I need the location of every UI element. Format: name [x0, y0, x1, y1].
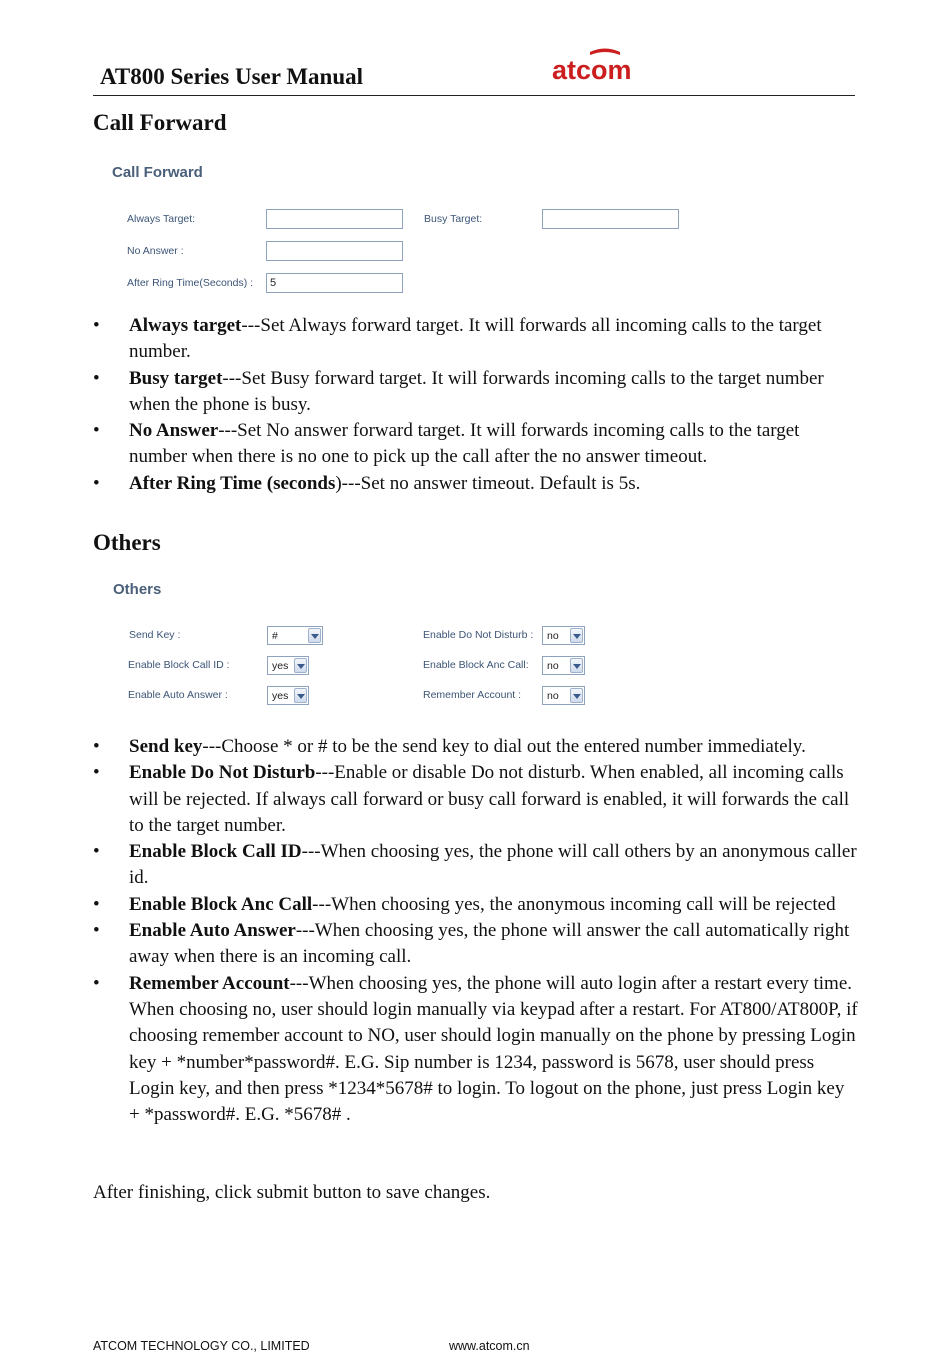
bullet-icon: •: [93, 315, 100, 336]
auto-answer-value: yes: [272, 690, 289, 702]
footer-website: www.atcom.cn: [449, 1339, 530, 1353]
auto-answer-select[interactable]: [267, 686, 309, 705]
list-item: [93, 918, 858, 971]
chevron-down-icon[interactable]: [570, 658, 583, 673]
block-anc-call-select[interactable]: [542, 656, 585, 675]
bullet-term: Enable Auto Answer: [129, 920, 296, 942]
list-item: [93, 971, 858, 1129]
chevron-down-icon[interactable]: [570, 688, 583, 703]
bullet-term: Remember Account: [129, 972, 290, 994]
header-divider: [93, 95, 855, 96]
others-bullet-list: [93, 734, 858, 1128]
bullet-term: Always target: [129, 315, 242, 336]
call-forward-heading: Call Forward: [93, 110, 227, 135]
remember-account-select[interactable]: [542, 686, 585, 705]
chevron-down-icon[interactable]: [294, 688, 307, 703]
bullet-text: ---Choose * or # to be the send key to dial out the entered number immediately.: [202, 736, 806, 757]
footer-company: ATCOM TECHNOLOGY CO., LIMITED: [93, 1339, 310, 1353]
bullet-term: Busy target: [129, 367, 223, 389]
bullet-text: ---Set No answer forward target. It will forwards incoming calls to the target number when there is no one to pick up the call after the no answer timeout.: [129, 420, 800, 468]
bullet-text: ---Set Busy forward target. It will forwards incoming calls to the target number when the phone is busy.: [129, 367, 824, 415]
call-forward-screenshot: [110, 160, 710, 300]
list-item: [93, 313, 858, 366]
list-item: [93, 892, 858, 918]
list-item: [93, 418, 858, 471]
do-not-disturb-value: no: [547, 630, 559, 642]
call-forward-bullet-list: [93, 313, 858, 497]
after-ring-time-label: After Ring Time(Seconds) :: [127, 277, 254, 289]
bullet-icon: •: [93, 472, 100, 494]
bullet-term: Enable Do Not Disturb: [129, 762, 316, 784]
block-anc-call-value: no: [547, 660, 559, 672]
always-target-label: Always Target:: [127, 213, 196, 225]
always-target-input[interactable]: [266, 209, 403, 229]
list-item: [93, 839, 858, 892]
bullet-text: ---When choosing yes, the phone will auto login after a restart every time. When choosing no, user should login manually via keypad after a restart. For AT800/AT800P, if choosing remember account to NO, user should login manually on the phone by pressing Login key + *number*password#. E.G. Sip number is 1234, password is 5678, user should press Login key, and then press *1234*5678# to login. To logout on the phone, just press Login key + *password#. E.G. *5678# .: [129, 972, 858, 1126]
block-anc-call-label: Enable Block Anc Call:: [423, 659, 529, 671]
document-title: AT800 Series User Manual: [100, 64, 363, 89]
bullet-term: After Ring Time (seconds: [129, 472, 336, 494]
send-key-value: #: [272, 630, 278, 642]
auto-answer-label: Enable Auto Answer :: [128, 689, 228, 701]
list-item: [93, 734, 858, 760]
block-call-id-value: yes: [272, 660, 289, 672]
bullet-icon: •: [93, 420, 100, 442]
list-item: [93, 366, 858, 419]
atcom-logo: [550, 46, 660, 86]
list-item: [93, 760, 858, 839]
bullet-text: ---When choosing yes, the anonymous incoming call will be rejected: [312, 893, 836, 915]
bullet-icon: •: [93, 841, 100, 863]
others-panel-title: Others: [113, 581, 162, 598]
send-key-select[interactable]: [267, 626, 323, 645]
bullet-text: ---When choosing yes, the phone will answer the call automatically right away when there is an incoming call.: [129, 920, 850, 968]
block-call-id-select[interactable]: [267, 656, 309, 675]
no-answer-input[interactable]: [266, 241, 403, 261]
busy-target-input[interactable]: [542, 209, 679, 229]
bullet-icon: •: [93, 762, 100, 784]
bullet-text: ---Enable or disable Do not disturb. When enabled, all incoming calls will be rejected. If always call forward or busy call forward is enabled, it will forwards the call to the target number.: [129, 762, 850, 836]
bullet-text: ---When choosing yes, the phone will call others by an anonymous caller id.: [129, 841, 857, 889]
bullet-term: No Answer: [129, 420, 219, 442]
bullet-text: ---Set Always forward target. It will forwards all incoming calls to the target number.: [129, 315, 822, 363]
remember-account-label: Remember Account :: [423, 689, 522, 701]
bullet-icon: •: [93, 893, 100, 915]
bullet-term: Send key: [129, 736, 203, 757]
bullet-icon: •: [93, 736, 100, 757]
send-key-label: Send Key :: [129, 629, 181, 641]
busy-target-label: Busy Target:: [424, 213, 483, 225]
bullet-icon: •: [93, 367, 100, 389]
remember-account-value: no: [547, 690, 559, 702]
block-call-id-label: Enable Block Call ID :: [128, 659, 230, 671]
bullet-icon: •: [93, 972, 100, 994]
bullet-icon: •: [93, 920, 100, 942]
bullet-term: Enable Block Call ID: [129, 841, 302, 863]
chevron-down-icon[interactable]: [308, 628, 321, 643]
do-not-disturb-select[interactable]: [542, 626, 585, 645]
bullet-term: Enable Block Anc Call: [129, 893, 313, 915]
closing-note: After finishing, click submit button to save changes.: [93, 1182, 491, 1203]
after-ring-time-input[interactable]: [266, 273, 403, 293]
others-screenshot: [110, 578, 710, 710]
logo-text: atcom: [552, 55, 632, 85]
call-forward-panel-title: Call Forward: [112, 164, 203, 181]
bullet-text: )---Set no answer timeout. Default is 5s.: [335, 472, 641, 494]
others-heading: Others: [93, 530, 161, 555]
chevron-down-icon[interactable]: [294, 658, 307, 673]
no-answer-label: No Answer :: [127, 245, 184, 257]
do-not-disturb-label: Enable Do Not Disturb :: [423, 629, 534, 641]
chevron-down-icon[interactable]: [570, 628, 583, 643]
list-item: [93, 471, 858, 497]
